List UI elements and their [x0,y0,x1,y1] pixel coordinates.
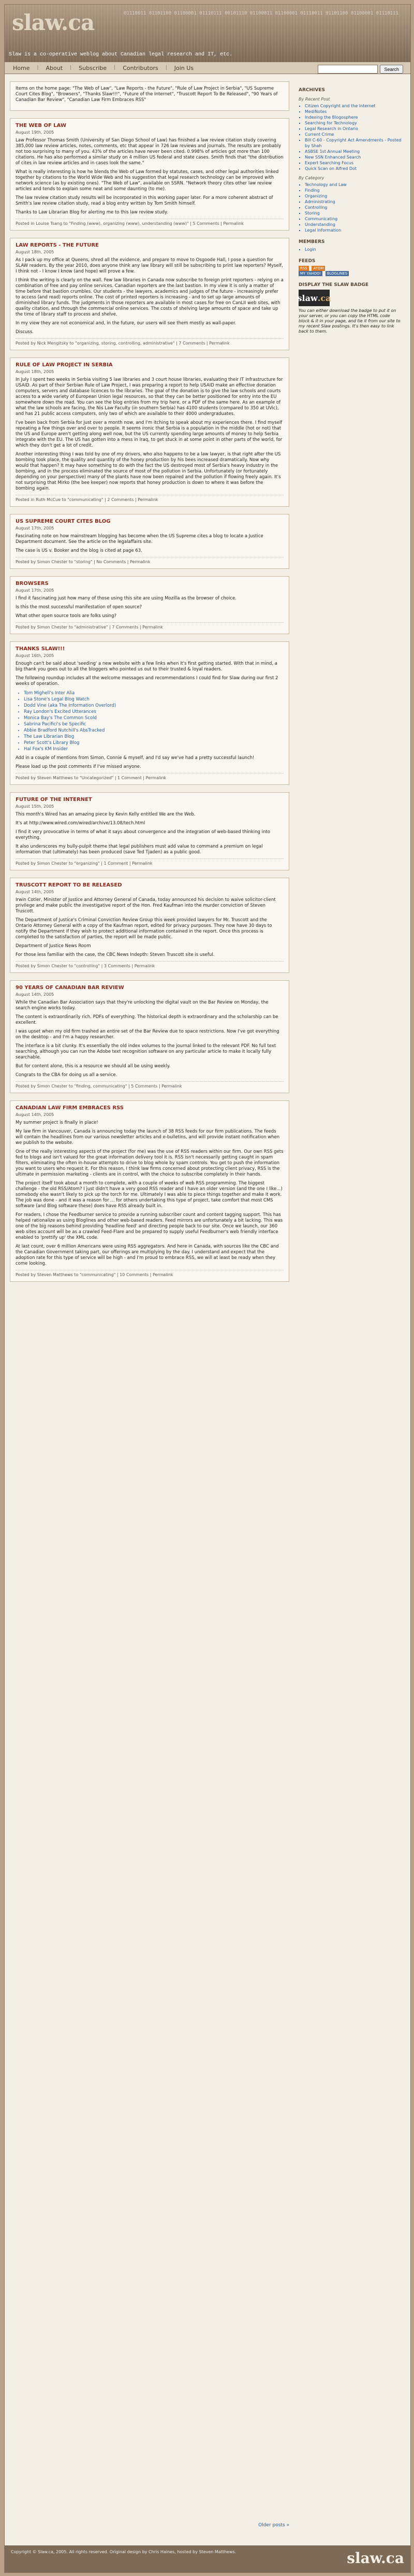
recent-heading: By Recent Post [299,97,330,102]
older-entries-link[interactable]: Older posts » [258,2523,289,2528]
feed-badges [299,266,402,276]
category-link[interactable]: ▪ Communicating [305,216,402,222]
badge-logo-text: slaw [297,293,318,303]
post-meta[interactable]: Posted by Nick Mengitsky to "organizing, storing, controlling, administrative" | 7 Comments | Permalink [16,338,284,346]
post-paragraph: The content is extraordinarily rich. PDFs of everything. The historical depth is extraordinary and the scholarship can be excellent. [16,1014,278,1025]
post-paragraph: For those less familiar with the case, the CBC News Indepth: Steven Truscott site is useful. [16,952,215,957]
feeds-heading: FEEDS [299,259,316,264]
post-date: August 16th, 2005 [16,653,54,658]
post-paragraph: It's at http://www.wired.com/wired/archive/13.08/tech.html [16,821,145,826]
post-paragraph: The Department of Justice's Criminal Conviction Review Group this week provided lawyers for Mr. Truscott and the Ontario Attorney General with a copy of the Kaufman report, edited for privacy purposes. They now have 30 days to notify the Department if they wish to protect additional information contained in the report. Once this process is completed to the satisfaction of parties, the report will be made public. [16,918,272,940]
post-title[interactable]: THANKS SLAW!!! [16,646,65,652]
site-header [5,5,410,62]
post-paragraph: My law firm in Vancouver, Canada is announcing today the launch of 38 RSS feeds for our firm publications. The feeds will contain the headlines from our various newsletter articles and e-bulletins, and will provide instant notification when we publish to the website. [16,1129,280,1146]
blog-link[interactable]: • Monica Bay's The Common Scold [24,715,284,721]
post-paragraph: But for content alone, this is a resource we should all be using weekly. [16,1064,171,1069]
post-paragraph: What other open source tools are folks using? [16,613,116,619]
recent-post-link[interactable]: ▪ Legal Research in Ontario [305,126,402,132]
site-footer [5,2545,410,2572]
post-paragraph: Fascinating note on how mainstream blogging has become when the US Supreme cites a blog to locate a Justice Department document. See the article on the legalaffairs site. [16,534,263,545]
blog-link[interactable]: • Peter Scott's Library Blog [24,740,284,746]
category-heading: By Category [299,176,324,180]
post-paragraph: While the Canadian Bar Association says that they're unlocking the digital vault on the Bar Review on Monday, the search engine works today. [16,1000,269,1011]
post-meta[interactable]: Posted by Steven Matthews to "Uncategorized" | 1 Comment | Permalink [16,773,284,780]
blog-link[interactable]: • Sabrina Pacifici's be Specific [24,721,284,727]
post-date: August 17th, 2005 [16,526,54,531]
post [10,641,289,785]
intro-box [10,81,289,111]
post [10,357,289,507]
post-paragraph: One of the really interesting aspects of the project (for me) was the use of RSS readers within our firm. Our own RSS gets fed to blogs and isn't valued for the great information delivery tool it is. RSS isn't necessarily getting caught in spam filters, eliminating the often in-house attempts to drive to blog whole by spam controls. You get to push the information you want to users who request it. For this reason, I think law firms concerned about protecting client privacy, RSS is the ultimate in permission marketing - clients are in control, with the choice to subscribe completely in their hands. [16,1149,284,1177]
post-paragraph: Please load up the post comments if I've missed anyone. [16,764,141,769]
post-paragraph: My summer project is finally in place! [16,1120,98,1125]
recent-posts-list [305,103,402,171]
nav-about[interactable]: About [46,64,63,71]
intro-text: Items on the home page: "The Web of Law", "Law Reports - the Future", "Rule of Law Project in Serbia", "US Supreme Court Cites Blog", "Browsers", "Thanks Slaw!!!", "Future of the Internet", "Truscott Report To Be Released", "90 Years of Canadian Bar Review", "Canadian Law Firm Embraces RSS" [16,86,278,103]
binary-decoration: 01110011 01101100 01100001 01110111 00101110 01100011 01100001 01110011 01101100 01100001 01110111 [124,11,399,16]
post-date: August 15th, 2005 [16,804,54,809]
search-form [318,65,403,74]
post-paragraph: Is this the most successful manifestation of open source? [16,605,142,610]
recent-post-link[interactable]: ▪ MediNotes [305,109,402,115]
post-paragraph: I think the writing is clearly on the wall. Few law libraries in Canada now subscribe to foreign print reporters - relying on a combination of free and pay online services. Canadian reporters are the last bastion. In my view it is only a matter of time before that bastion crumbles. Our students - the lawyers, academics and judges of the future - increasingly prefer to access (and read) reports online. The cost of printed reporters is increasing - and to set up large amounts of diminished library funds. The judgments in those reporters are available in most cases for free on CanLII web sites, with quality citation, and through the commercial online services. The costs of shelving large amounts of space and take up the time of library staff to process and shelve. [16,278,284,317]
post-paragraph: It also underscores my bully-pulpit theme that legal publishers must add value to command a premium on legal information that (ultimately) has been produced (save Ted Tjaden) as a public good. [16,844,263,855]
post-paragraph: Thanks to Law Librarian Blog for alerting me to this law review study. [16,210,168,215]
post [10,878,289,973]
category-link[interactable]: ▪ Finding [305,188,402,193]
post-paragraph: This month's Wired has an amazing piece by Kevin Kelly entitled We are the Web. [16,812,196,817]
post-paragraph: For readers, I chose the Feedburner service to provide a running subscriber count and content tagging support. This has helped rationalize as using Bloglines and other web-based readers. Feed mirrors are unfortunately a bit lacking. This was one of the big reasons behind providing 'headline feed' and directing people back to our site. Once we launch, our 360 web sites account will be as a crawled Feed-Flare and be prepared to supply useful Feedburner's web friendly interface enabled to 'prettify up' the XML code. [16,1212,283,1240]
nav-home[interactable]: Home [13,64,30,71]
post-date: August 18th, 2005 [16,369,54,374]
blog-link[interactable]: • Hal Fox's KM Insider [24,746,284,752]
post-paragraph: Irwin Cotler, Minister of Justice and Attorney General of Canada, today announced his decision to waive solicitor-client privilege and make public the investigative report of the Hon. Fred Kaufman into the murder conviction of Steven Truscott. [16,897,276,914]
blog-link[interactable]: • Abbie Bradford Nutchill's AbsTracked [24,727,284,734]
blog-link[interactable]: • The Law Librarian Blog [24,734,284,740]
login-link[interactable]: ▪ Login [305,247,402,252]
post-meta[interactable]: Posted by Simon Chester to "finding, communicating" | 5 Comments | Permalink [16,1081,284,1089]
post-title[interactable]: THE WEB OF LAW [16,123,66,128]
recent-post-link[interactable]: ▪ Expert Searching Focus [305,160,402,166]
post-title[interactable]: BROWSERS [16,581,49,586]
slaw-badge[interactable] [299,290,330,306]
logo-tld: .ca [61,10,95,35]
rss-feed-badge[interactable]: RSS [299,266,309,271]
nav-contributors[interactable]: Contributors [123,64,158,71]
post-paragraph: At last count, over 6 million Americans were using RSS aggregators. And here in Canada, with sources like the CBC and the Canadian Government taking part, our offerings are multiplying by the day. I understand and expect that the adoption rate for this type of service will be high - and I'm proud to embrace RSS, we will at least be ready when they come looking. [16,1244,279,1266]
post-title[interactable]: FUTURE OF THE INTERNET [16,797,92,803]
members-heading: MEMBERS [299,239,325,245]
badge-heading: DISPLAY THE SLAW BADGE [299,282,369,288]
logo-text: slaw [12,10,61,35]
category-link[interactable]: ▪ Administrating [305,199,402,205]
post-paragraph: Law Professor Thomas Smith (University of San Diego School of Law) has finished a law review citation study covering 385,000 law review articles, notes, comments, etc that appear in 726 law reviews and journals. The results are probably not too surprising to many of you. 43% of the articles have never been cited. 0.998% of articles got more than 100 citations. He has also performed a similar study on 4 million US federal and state cases. Smith finds that "the distribution of cites in law review articles and in cases look the same." [16,138,284,166]
category-link[interactable]: ▪ Storing [305,210,402,216]
post-paragraph: Enough can't be said about 'seeding' a new website with a few links when it's first getting started. With that in mind, a big thank you goes out to all the bloggers who pointed us out to their trusted & loyal readers. [16,661,277,672]
recent-post-link[interactable]: ▪ Current Crime [305,132,402,137]
post-paragraph: The case is US v. Booker and the blog is cited at page 63. [16,548,142,553]
recent-post-link[interactable]: ▪ Quick Scan on Alfred Dot [305,166,402,171]
post-paragraph: Another interesting thing I was told by one of my drivers, who also happens to be a law lawyer, is that right after the US bombing took place, the quality and quantity of the honey production by his bees increased dramatically. Now why would that happen? It may have something to do with the fact the US destroyed most of Serbia's heavy industry in the bombing, and in the process eliminated the source of most of the pollution in Serbia. Unfortunately (or fortunately depending on your perspective) many of the plants have now been repaired and the pollution if flowing freely again. It's not surprising that Mirko (the bee keeper) now reports that honey production is down to where it was before the bombing again. [16,452,281,491]
category-link[interactable]: ▪ Technology and Law [305,182,402,188]
badge-logo-tld: .ca [317,293,331,303]
post-paragraph: I was upset when my old firm trashed an entire set of the Bar Review due to space restrictions. Now I've got everything on the desktop - and I'm a happy researcher. [16,1029,279,1040]
recent-post-link[interactable]: ▪ Bill C-60 - Copyright Act Amendments - Posted by Shah [305,137,402,149]
post-paragraph: Department of Justice News Room [16,943,91,949]
post-paragraph: The following roundup includes all the welcome messages and recommendations I could find for Slaw during our first 2 weeks of operation. [16,676,278,686]
yahoo-feed-badge[interactable]: MY YAHOO! [299,271,322,276]
post-meta[interactable]: Posted by Simon Chester to "organizing" | 1 Comment | Permalink [16,858,284,866]
post-paragraph: The project itself took about a month to complete, with a couple of weeks of web RSS programming. The biggest challenge - the old RSS/Atom? I just didn't have a very good RSS reader and I have an older version (and the one I like...) somebody else wasn't likely to pick up the torch for me. Ultimately I was able to piece things together and make it work. The job was done - and it was a reason for ... for others undertaking this type of project, take comfort that most CMS software (and Blog software these) does have RSS already built in. [16,1181,283,1209]
category-link[interactable]: ▪ Legal Information [305,227,402,233]
bloglines-feed-badge[interactable]: BLOGLINES [326,271,349,276]
post-paragraph: The interface is a bit clunky. It's essentially the old index volumes to the journal linked to the relevant PDF. No full text searching, although you can run the Adobe text recognition software on any particular article to make it locally fully searchable. [16,1043,276,1060]
post-paragraph: I find it very provocative in terms of what it says about convergence and the integration of web-based thinking into everything. [16,829,270,840]
sidebar [299,81,402,334]
main-content [10,81,289,1289]
post-paragraph: In July I spent two weeks in Serbia visiting 5 law libraries and 3 court house libraries, evaluating their IT infrastructure for USAID. As part of their Serbian Rule of Law Project, I was preparing a report to help USAID make an effective donation computers, servers and database licences to the libraries. The goal of the donation is to give the law schools and courts access to a wide variety of European Union legal resources, so that they can be better positioned for entry into the EU somewhere down the road. You can see the blog entries from my trip here, or a PDF of the same here. As an example of what the law schools are facing, the Nis Law Faculty (in southern Serbia) has 4100 students (compared to 350 at UVic), and has 21 public access computers, only two of which are available to their 4000 undergraduates. [16,377,283,417]
post-date: August 14th, 2005 [16,992,54,997]
post-date: August 19th, 2005 [16,130,54,135]
post-date: August 14th, 2005 [16,890,54,894]
nav-separator: | [37,65,39,70]
blog-link[interactable]: • Ray London's Excited Utterances [24,709,284,715]
post-title[interactable]: 90 YEARS OF CANADIAN BAR REVIEW [16,985,124,991]
atom-feed-badge[interactable]: ATOM [312,266,325,271]
post-meta[interactable]: Posted in Louise Tsang to "Finding (www), organizing (www), understanding (www)" | 5 Comments | Permalink [16,219,284,226]
recent-post-link[interactable]: ▪ New SSN Enhanced Search [305,154,402,160]
post-meta[interactable]: Posted by Simon Chester to "storing" | No Comments | Permalink [16,557,284,564]
post [10,514,289,569]
nav-separator: | [70,65,72,70]
post [10,980,289,1093]
post-list [10,118,289,1282]
post-title[interactable]: CANADIAN LAW FIRM EMBRACES RSS [16,1105,124,1111]
recent-post-link[interactable]: ▪ Indexing the Blogosphere [305,115,402,120]
recent-post-link[interactable]: ▪ Searching for Technology [305,120,402,126]
post-date: August 14th, 2005 [16,1112,54,1117]
post-paragraph: I've been back from Serbia for just over a month now, and I'm itching to speak about my experiences there. I find myself repeating a few things over and over to people. It seems ironic that Serbia is a population in the middle (hot or not) that the US and Europe aren't getting along well now, but the US currently spending large amounts of money to help Serbia integrate with the EU. The US has gotten into a mess in Iraq, to get stuck in at some point in other parts of the world, for which they don't get a lot of credit. [16,420,283,448]
post-title[interactable]: LAW REPORTS - THE FUTURE [16,242,99,248]
footer-logo[interactable]: slaw.ca [347,2550,404,2567]
blog-link[interactable]: • Lisa Stone's Legal Blog Watch [24,696,284,703]
post [10,1100,289,1282]
post-date: August 18th, 2005 [16,250,54,254]
post-title[interactable]: RULE OF LAW PROJECT IN SERBIA [16,362,113,368]
site-logo[interactable] [12,10,94,35]
nav-separator: | [114,65,116,70]
category-link[interactable]: ▪ Controlling [305,205,402,210]
post [10,238,289,350]
badge-description: You can either download the badge to put it on your server, or you can copy the HTML code block & it in your page, and tie it from our site to my recent Slaw postings. It's then easy to link back to them. [299,308,401,334]
archives-heading: ARCHIVES [299,88,325,93]
nav-separator: | [165,65,167,70]
post-paragraph: I find it fascinating just how many of those using this site are using Mozilla as the browser of choice. [16,596,236,601]
recent-post-link[interactable]: ▪ Citizen Copyright and the Internet [305,103,402,109]
post-paragraph: As I pack up my office at Queens, shred all the evidence, and prepare to move to Osgoode Hall, I pose a question for SLAW readers. By the year 2010, does anyone think any law library will still be subscribing to print law reporters? Myself, I think not - I know I know (and hope) will prove a few. [16,257,283,274]
blog-link-list [24,690,284,752]
search-button[interactable]: Search [380,65,403,74]
post-paragraph: Congrats to the CBA for doing us all a service. [16,1072,117,1078]
post-meta[interactable]: Posted in Ruth McCue to "communicating" | 2 Comments | Permalink [16,495,284,502]
nav-join-us[interactable]: Join Us [174,64,194,71]
footer-text: Copyright © Slaw.ca, 2005. All rights reserved. Original design by Chris Haines, hosted by Steven Matthews. [11,2550,236,2554]
blog-link[interactable]: • Dodd Vine (aka The Information Overlord) [24,703,284,709]
category-link[interactable]: ▪ Organizing [305,193,402,199]
post-meta[interactable]: Posted by Steven Matthews to "communicating" | 10 Comments | Permalink [16,1270,284,1277]
post-title[interactable]: US SUPREME COURT CITES BLOG [16,519,111,524]
post-meta[interactable]: Posted by Simon Chester to "controlling" | 3 Comments | Permalink [16,961,284,968]
post [10,792,289,870]
post-paragraph: In my view they are not economical and, in the future, our users will see them mostly as wall-paper. [16,321,236,326]
post-paragraph: Discuss. [16,330,34,335]
nav-subscribe[interactable]: Subscribe [79,64,107,71]
post [10,118,289,231]
blog-link[interactable]: • Tom Mighell's Inter Alia [24,690,284,696]
page-frame [4,4,411,2573]
recent-post-link[interactable]: ▪ ASBSE 1st Annual Meeting [305,149,402,154]
post-meta[interactable]: Posted by Simon Chester to "administrative" | 7 Comments | Permalink [16,622,284,629]
post-title[interactable]: TRUSCOTT REPORT TO BE RELEASED [16,882,122,888]
post-paragraph: The law review citation study results will be incorporated in this working paper later. For a more coherent abstract of Smith's law review citation study, read a blog entry written by Tom Smith himself. [16,195,273,206]
category-link[interactable]: ▪ Understanding [305,222,402,227]
category-list [305,182,402,233]
site-tagline: Slaw is a co-operative weblog about Canadian legal research and IT, etc. [9,52,233,58]
post-date: August 17th, 2005 [16,588,54,593]
search-input[interactable] [318,65,378,74]
post-paragraph: What is really interesting is how he blends the Web of Law formed by statutes, cases, and other legal authorities linked together by citations to the World Wide Web and his suggestion that legal research technology can be improved with network science (as by existing ones). "The Web of Law", available on SSRN. "Network theory cites other law review articles and tends to explain some neat and some daunting (to me). [16,169,279,192]
post-paragraph: Add in a couple of mentions from Simon, Connie & myself, and I'd say we've had a pretty successful launch! [16,755,255,761]
post [10,576,289,634]
